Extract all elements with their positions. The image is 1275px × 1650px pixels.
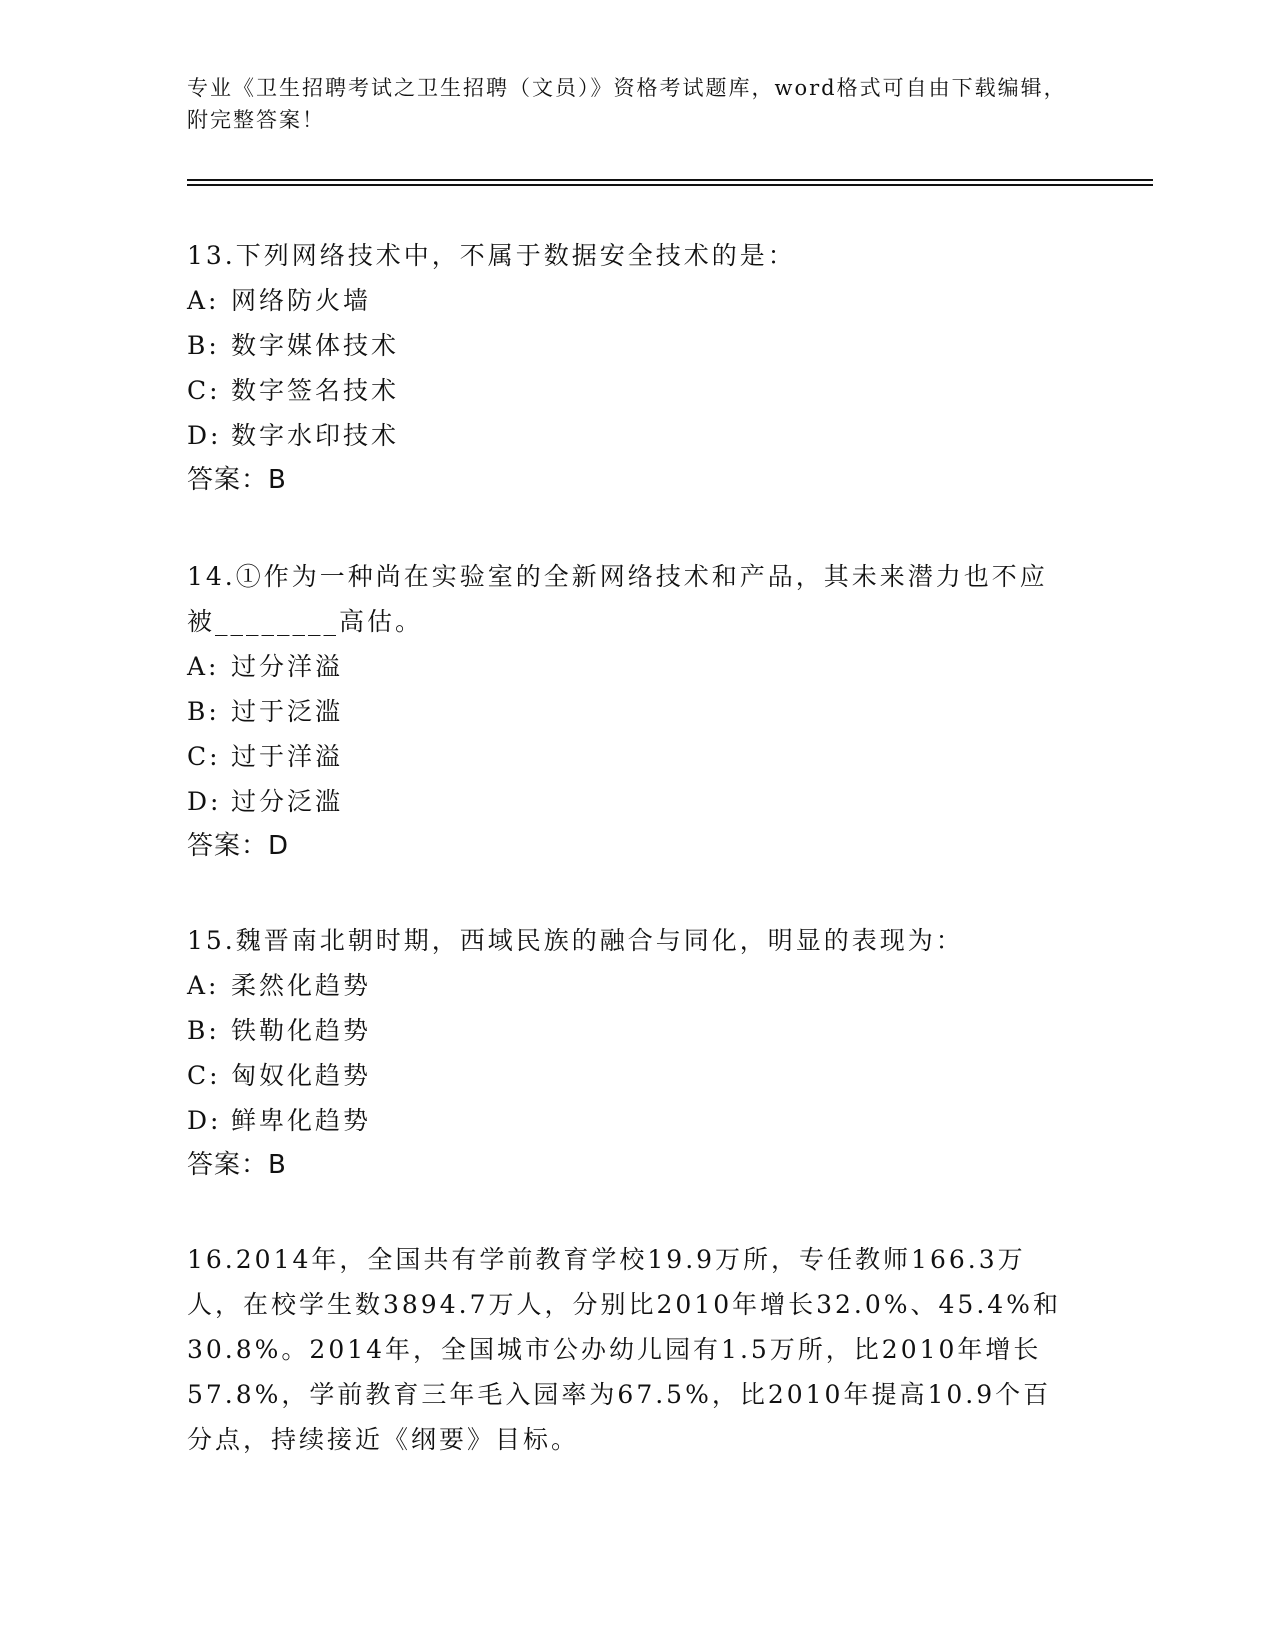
question-13 <box>187 233 1067 503</box>
header-divider-bottom <box>187 184 1153 186</box>
question-stem: 14.①作为一种尚在实验室的全新网络技术和产品，其未来潜力也不应被________高估。 <box>187 562 1048 636</box>
option-letter: D: <box>187 1106 222 1135</box>
option-text: 匈奴化趋势 <box>231 1061 372 1090</box>
option-text: 网络防火墙 <box>231 286 372 315</box>
question-15 <box>187 918 1067 1188</box>
option-a <box>187 963 1067 1008</box>
option-text: 鲜卑化趋势 <box>231 1106 372 1135</box>
document-header: 专业《卫生招聘考试之卫生招聘（文员）》资格考试题库，word格式可自由下载编辑，附完整答案！ <box>187 76 1067 132</box>
option-text: 过于泛滥 <box>231 697 344 726</box>
option-letter: D: <box>187 787 222 816</box>
option-letter: B: <box>187 1016 220 1045</box>
option-letter: A: <box>187 971 220 1000</box>
option-b <box>187 1008 1067 1053</box>
option-c <box>187 368 1067 413</box>
option-letter: C: <box>187 742 221 771</box>
option-letter: C: <box>187 376 221 405</box>
option-c <box>187 1053 1067 1098</box>
option-d <box>187 1098 1067 1143</box>
answer-line: 答案：B <box>187 1150 287 1180</box>
option-text: 过分泛滥 <box>231 787 344 816</box>
option-letter: A: <box>187 286 220 315</box>
option-letter: D: <box>187 421 222 450</box>
option-a <box>187 644 1067 689</box>
question-stem: 13.下列网络技术中，不属于数据安全技术的是： <box>187 241 796 270</box>
header-divider-top <box>187 179 1153 181</box>
option-letter: B: <box>187 331 220 360</box>
option-letter: C: <box>187 1061 221 1090</box>
option-a <box>187 278 1067 323</box>
option-text: 铁勒化趋势 <box>231 1016 372 1045</box>
option-d <box>187 779 1067 824</box>
option-letter: A: <box>187 652 220 681</box>
option-text: 过分洋溢 <box>231 652 344 681</box>
answer-line: 答案：D <box>187 831 290 861</box>
option-text: 数字媒体技术 <box>231 331 400 360</box>
question-stem: 15.魏晋南北朝时期，西域民族的融合与同化，明显的表现为： <box>187 926 964 955</box>
question-16 <box>187 1237 1067 1462</box>
option-text: 过于洋溢 <box>231 742 344 771</box>
option-text: 数字水印技术 <box>231 421 400 450</box>
option-d <box>187 413 1067 458</box>
option-b <box>187 323 1067 368</box>
option-c <box>187 734 1067 779</box>
question-stem: 16.2014年，全国共有学前教育学校19.9万所，专任教师166.3万人，在校学生数3894.7万人，分别比2010年增长32.0%、45.4%和30.8%。2014年，全国城市公办幼儿园有1.5万所，比2010年增长57.8%，学前教育三年毛入园率为67.5%，比2010年提高10.9个百分点，持续接近《纲要》目标。 <box>187 1245 1061 1454</box>
question-14 <box>187 554 1067 869</box>
option-b <box>187 689 1067 734</box>
option-text: 数字签名技术 <box>231 376 400 405</box>
answer-line: 答案：B <box>187 465 287 495</box>
option-letter: B: <box>187 697 220 726</box>
option-text: 柔然化趋势 <box>231 971 372 1000</box>
